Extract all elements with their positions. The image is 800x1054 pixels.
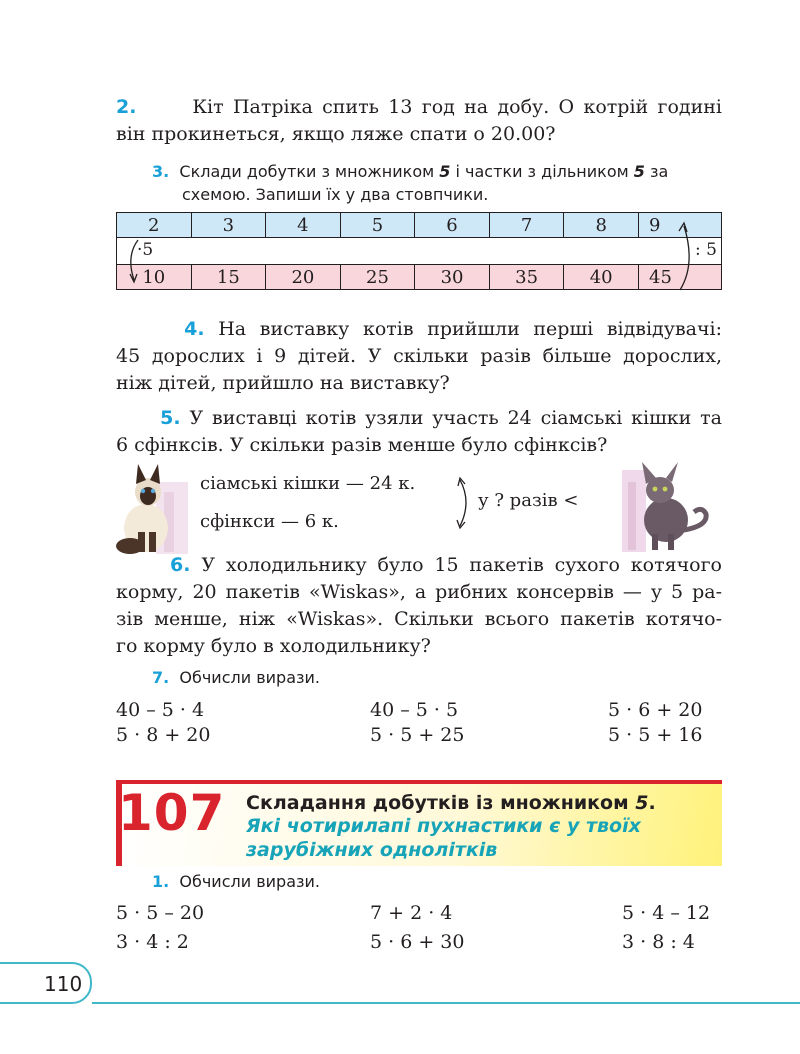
task-number: 2. bbox=[116, 96, 137, 118]
table-cell: 2 bbox=[117, 213, 192, 238]
table-cell: 5 bbox=[340, 213, 415, 238]
expression: 5 · 6 + 20 bbox=[608, 699, 703, 721]
task-number: 7. bbox=[152, 668, 170, 687]
task-7: 7. Обчисли вирази. bbox=[152, 668, 320, 687]
task-6: 6. У холодильнику було 15 пакетів сухого котячого корму, 20 пакетів «Wiskas», а рибних консервів — у 5 ра- зів менше, ніж «Wiskas». Скільки всього пакетів котячо- го корму було в холодильнику? bbox=[116, 554, 722, 657]
table-row-products bbox=[117, 265, 722, 290]
table-cell: 30 bbox=[415, 265, 490, 290]
task-3 bbox=[152, 160, 722, 206]
multiply-arrow-icon bbox=[118, 236, 158, 288]
task-5: 5. У виставці котів узяли участь 24 сіамські кішки та 6 сфінксів. У скільки разів менше було сфінксів? bbox=[116, 407, 723, 456]
task-2-line-2: він прокинеться, якщо ляже спати о 20.00? bbox=[116, 123, 556, 145]
lesson-subtitle-1: Які чотирилапі пухнастики є у твоїх bbox=[246, 815, 641, 837]
divisor-value: 5 bbox=[633, 162, 645, 181]
page-number: 110 bbox=[44, 972, 83, 996]
scheme-siamese: сіамські кішки — 24 к. bbox=[200, 473, 416, 494]
expression-row bbox=[116, 722, 722, 747]
table-cell: 40 bbox=[564, 265, 639, 290]
expression: 7 + 2 · 4 bbox=[370, 902, 453, 924]
table-cell: 7 bbox=[489, 213, 564, 238]
task-4: 4. На виставку котів прийшли перші відвідувачі: 45 дорослих і 9 дітей. У скільки разів більше дорослих, ніж дітей, прийшло на виставку? bbox=[116, 318, 723, 394]
table-row-factors bbox=[117, 213, 722, 238]
siamese-cat-icon bbox=[116, 462, 188, 554]
factor-value: 5 bbox=[439, 162, 451, 181]
lesson-subtitle-2: зарубіжних однолітків bbox=[246, 839, 498, 861]
expression: 5 · 5 + 16 bbox=[608, 724, 703, 746]
comparison-brace-icon bbox=[452, 472, 476, 532]
table-cell: 4 bbox=[266, 213, 341, 238]
expression-row bbox=[116, 900, 722, 929]
expression: 3 · 4 : 2 bbox=[116, 931, 189, 953]
footer-rule bbox=[92, 1002, 800, 1004]
expression: 3 · 8 : 4 bbox=[622, 931, 695, 953]
expression: 5 · 4 – 12 bbox=[622, 902, 711, 924]
table-cell: 3 bbox=[191, 213, 266, 238]
task-3-line-2: схемою. Запиши їх у два стовпчики. bbox=[182, 185, 489, 204]
table-cell: 25 bbox=[340, 265, 415, 290]
expression: 40 – 5 · 5 bbox=[370, 699, 459, 721]
scheme-sphinx: сфінкси — 6 к. bbox=[200, 511, 339, 532]
sphinx-cat-icon bbox=[622, 460, 714, 552]
task-1: 1. Обчисли вирази. bbox=[152, 872, 320, 891]
task-7-expressions bbox=[116, 697, 722, 747]
expression: 5 · 6 + 30 bbox=[370, 931, 465, 953]
multiplication-scheme-table bbox=[116, 212, 722, 290]
task-number: 5. bbox=[160, 407, 181, 429]
table-cell: 10 bbox=[117, 265, 192, 290]
expression: 5 · 5 – 20 bbox=[116, 902, 205, 924]
expression-row bbox=[116, 929, 722, 958]
table-cell: 6 bbox=[415, 213, 490, 238]
multiply-label: ·5 bbox=[137, 240, 154, 260]
table-cell: 35 bbox=[489, 265, 564, 290]
task-2 bbox=[116, 94, 722, 148]
divide-arrow-icon bbox=[662, 218, 702, 298]
expression: 5 · 5 + 25 bbox=[370, 724, 465, 746]
table-cell: 20 bbox=[266, 265, 341, 290]
task-number: 4. bbox=[184, 318, 205, 340]
lesson-title bbox=[246, 792, 722, 862]
divide-label: : 5 bbox=[695, 240, 717, 260]
task-number: 3. bbox=[152, 162, 170, 181]
table-row-operations bbox=[117, 238, 722, 265]
expression: 5 · 8 + 20 bbox=[116, 724, 211, 746]
task-number: 1. bbox=[152, 872, 170, 891]
expression-row bbox=[116, 697, 722, 722]
lesson-number: 107 bbox=[118, 784, 226, 842]
task-1-expressions bbox=[116, 900, 722, 958]
table-cell: 15 bbox=[191, 265, 266, 290]
task-number: 6. bbox=[170, 554, 191, 576]
table-cell: 45 bbox=[639, 265, 722, 290]
table-cell: 9 bbox=[639, 213, 722, 238]
expression: 40 – 5 · 4 bbox=[116, 699, 205, 721]
task-3-line-1: 3. Склади добутки з множником 5 і частки з дільником 5 за bbox=[152, 162, 669, 181]
table-cell: 8 bbox=[564, 213, 639, 238]
task-2-line-1: 2. Кіт Патріка спить 13 год на добу. О котрій годині bbox=[116, 96, 722, 118]
lesson-title-main: Складання добутків із множником 5. bbox=[246, 792, 656, 814]
scheme-question: у ? разів < bbox=[478, 490, 579, 511]
